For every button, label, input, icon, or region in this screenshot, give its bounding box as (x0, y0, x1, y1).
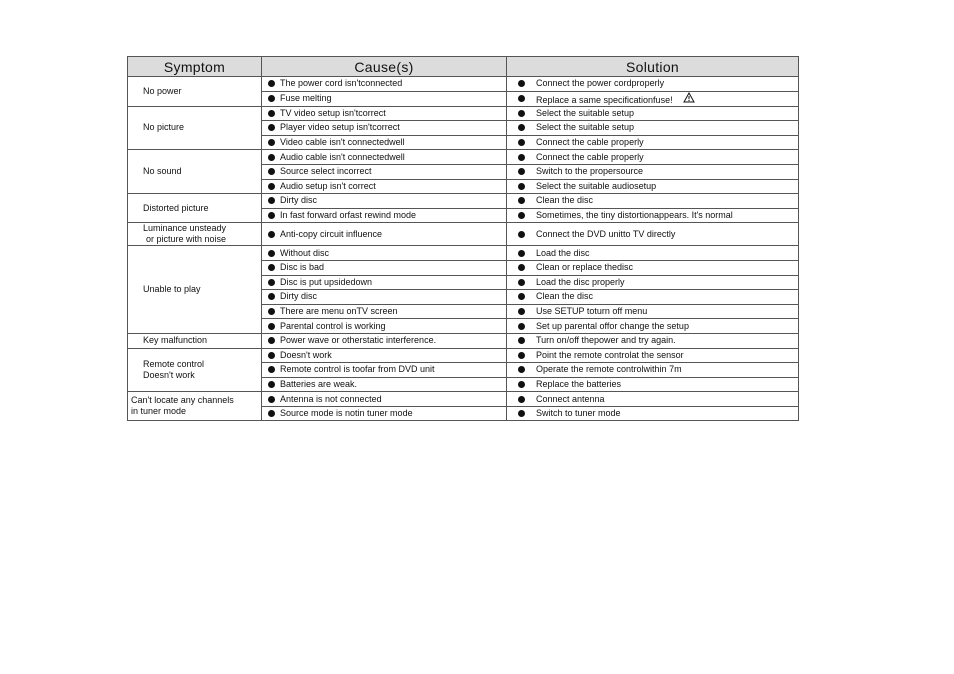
symptom-text: Luminance unsteady (143, 223, 227, 234)
bullet-icon (518, 396, 525, 403)
solution-text: Replace a same specificationfuse! (536, 94, 673, 105)
symptom-cell (128, 77, 262, 107)
solution-text: Operate the remote controlwithin 7m (536, 364, 682, 375)
solution-cell (507, 319, 799, 334)
cause-text: Doesn't work (280, 349, 332, 360)
solution-text: Load the disc properly (536, 276, 625, 287)
symptom-cell (128, 246, 262, 334)
bullet-icon (268, 124, 275, 131)
symptom-text: Key malfunction (143, 335, 208, 346)
table-body (128, 77, 799, 421)
cause-cell (262, 91, 507, 106)
cause-text: Parental control is working (280, 320, 386, 331)
solution-text: Sometimes, the tiny distortionappears. It's normal (536, 210, 733, 221)
table-row (128, 392, 799, 407)
solution-text: Replace the batteries (536, 378, 622, 389)
symptom-text: Can't locate any channels (131, 395, 234, 406)
solution-cell (507, 106, 799, 121)
bullet-icon (268, 168, 275, 175)
cause-cell (262, 223, 507, 246)
solution-cell (507, 91, 799, 106)
symptom-cell (128, 150, 262, 194)
cause-cell (262, 392, 507, 407)
cause-text: Antenna is not connected (280, 393, 382, 404)
bullet-icon (268, 337, 275, 344)
cause-text: Disc is put upsidedown (280, 276, 373, 287)
symptom-cell (128, 194, 262, 223)
solution-text: Switch to tuner mode (536, 408, 621, 419)
solution-cell (507, 121, 799, 136)
symptom-text: Unable to play (143, 284, 201, 295)
bullet-icon (268, 396, 275, 403)
bullet-icon (268, 231, 275, 238)
cause-text: Remote control is toofar from DVD unit (280, 364, 435, 375)
table-row (128, 77, 799, 92)
cause-cell (262, 150, 507, 165)
bullet-icon (268, 323, 275, 330)
symptom-cell (128, 348, 262, 392)
cause-cell (262, 179, 507, 194)
cause-cell (262, 363, 507, 378)
symptom-subtext: in tuner mode (131, 406, 187, 417)
bullet-icon (268, 154, 275, 161)
table-row (128, 106, 799, 121)
cause-text: Audio cable isn't connectedwell (280, 151, 405, 162)
solution-cell (507, 77, 799, 92)
solution-text: Set up parental offor change the setup (536, 320, 689, 331)
bullet-icon (268, 212, 275, 219)
bullet-icon (518, 323, 525, 330)
symptom-text: No power (143, 85, 182, 96)
symptom-text: No picture (143, 122, 185, 133)
cause-cell (262, 275, 507, 290)
symptom-subtext: or picture with noise (146, 234, 227, 245)
bullet-icon (518, 366, 525, 373)
cause-cell (262, 260, 507, 275)
cause-cell (262, 333, 507, 348)
cause-text: Batteries are weak. (280, 378, 358, 389)
bullet-icon (518, 279, 525, 286)
solution-cell (507, 135, 799, 150)
bullet-icon (268, 95, 275, 102)
header-cause: Cause(s) (262, 57, 507, 77)
solution-text: Connect the power cordproperly (536, 78, 665, 89)
table-row (128, 194, 799, 209)
solution-cell (507, 363, 799, 378)
bullet-icon (518, 80, 525, 87)
solution-cell (507, 333, 799, 348)
cause-text: TV video setup isn'tcorrect (280, 107, 386, 118)
solution-text: Use SETUP toturn off menu (536, 306, 648, 317)
table-row (128, 150, 799, 165)
bullet-icon (268, 264, 275, 271)
cause-text: Video cable isn't connectedwell (280, 137, 405, 148)
bullet-icon (518, 264, 525, 271)
bullet-icon (268, 352, 275, 359)
solution-cell (507, 208, 799, 223)
solution-text: Clean the disc (536, 195, 594, 206)
symptom-cell (128, 392, 262, 421)
solution-cell (507, 179, 799, 194)
bullet-icon (268, 110, 275, 117)
header-solution: Solution (507, 57, 799, 77)
bullet-icon (268, 279, 275, 286)
cause-cell (262, 319, 507, 334)
solution-cell (507, 275, 799, 290)
bullet-icon (518, 337, 525, 344)
bullet-icon (518, 381, 525, 388)
solution-text: Point the remote controlat the sensor (536, 349, 684, 360)
cause-cell (262, 348, 507, 363)
troubleshooting-table (127, 56, 799, 421)
solution-cell (507, 290, 799, 305)
header-row (128, 57, 799, 77)
table-row (128, 223, 799, 246)
solution-text: Connect antenna (536, 393, 605, 404)
symptom-text: Distorted picture (143, 202, 209, 213)
bullet-icon (268, 381, 275, 388)
cause-cell (262, 106, 507, 121)
bullet-icon (518, 293, 525, 300)
bullet-icon (518, 154, 525, 161)
cause-cell (262, 194, 507, 209)
solution-text: Connect the cable properly (536, 151, 644, 162)
cause-cell (262, 135, 507, 150)
cause-cell (262, 77, 507, 92)
cause-cell (262, 121, 507, 136)
bullet-icon (518, 95, 525, 102)
bullet-icon (518, 110, 525, 117)
symptom-cell (128, 223, 262, 246)
cause-text: There are menu onTV screen (280, 306, 398, 317)
bullet-icon (268, 293, 275, 300)
bullet-icon (518, 139, 525, 146)
header-symptom: Symptom (128, 57, 262, 77)
solution-cell (507, 304, 799, 319)
solution-text: Turn on/off thepower and try again. (536, 335, 676, 346)
cause-text: Dirty disc (280, 291, 318, 302)
bullet-icon (268, 197, 275, 204)
bullet-icon (518, 410, 525, 417)
bullet-icon (518, 197, 525, 204)
bullet-icon (518, 124, 525, 131)
bullet-icon (268, 250, 275, 257)
solution-text: Clean or replace thedisc (536, 262, 634, 273)
symptom-subtext: Doesn't work (143, 369, 195, 380)
cause-text: Audio setup isn't correct (280, 180, 376, 191)
solution-text: Load the disc (536, 247, 590, 258)
solution-text: Connect the DVD unitto TV directly (536, 228, 676, 239)
cause-cell (262, 304, 507, 319)
table-row (128, 348, 799, 363)
solution-cell (507, 348, 799, 363)
bullet-icon (518, 212, 525, 219)
table-row (128, 246, 799, 261)
cause-text: Without disc (280, 247, 330, 258)
bullet-icon (268, 183, 275, 190)
bullet-icon (518, 168, 525, 175)
solution-cell (507, 406, 799, 421)
cause-text: Disc is bad (280, 262, 325, 273)
solution-text: Select the suitable setup (536, 122, 635, 133)
cause-cell (262, 164, 507, 179)
solution-cell (507, 392, 799, 407)
symptom-text: No sound (143, 166, 182, 177)
solution-text: Select the suitable setup (536, 107, 635, 118)
symptom-cell (128, 106, 262, 150)
cause-cell (262, 406, 507, 421)
cause-cell (262, 377, 507, 392)
cause-cell (262, 290, 507, 305)
solution-cell (507, 223, 799, 246)
cause-text: Anti-copy circuit influence (280, 228, 383, 239)
cause-cell (262, 246, 507, 261)
symptom-cell (128, 333, 262, 348)
cause-text: The power cord isn'tconnected (280, 78, 403, 89)
cause-text: Source mode is notin tuner mode (280, 408, 413, 419)
solution-cell (507, 260, 799, 275)
solution-cell (507, 150, 799, 165)
cause-text: Power wave or otherstatic interference. (280, 335, 437, 346)
table-row (128, 333, 799, 348)
cause-cell (262, 208, 507, 223)
bullet-icon (268, 410, 275, 417)
solution-text: Select the suitable audiosetup (536, 180, 657, 191)
bullet-icon (518, 250, 525, 257)
solution-cell (507, 164, 799, 179)
cause-text: Dirty disc (280, 195, 318, 206)
bullet-icon (518, 183, 525, 190)
bullet-icon (518, 308, 525, 315)
bullet-icon (268, 139, 275, 146)
solution-text: Clean the disc (536, 291, 594, 302)
solution-cell (507, 246, 799, 261)
cause-text: Player video setup isn'tcorrect (280, 122, 400, 133)
solution-cell (507, 194, 799, 209)
solution-text: Connect the cable properly (536, 137, 644, 148)
solution-text: Switch to the propersource (536, 166, 644, 177)
symptom-text: Remote control (143, 358, 205, 369)
warning-triangle-icon (683, 92, 695, 105)
bullet-icon (268, 366, 275, 373)
bullet-icon (518, 352, 525, 359)
bullet-icon (268, 80, 275, 87)
cause-text: In fast forward orfast rewind mode (280, 210, 417, 221)
bullet-icon (518, 231, 525, 238)
cause-text: Fuse melting (280, 93, 332, 104)
bullet-icon (268, 308, 275, 315)
cause-text: Source select incorrect (280, 166, 372, 177)
solution-cell (507, 377, 799, 392)
